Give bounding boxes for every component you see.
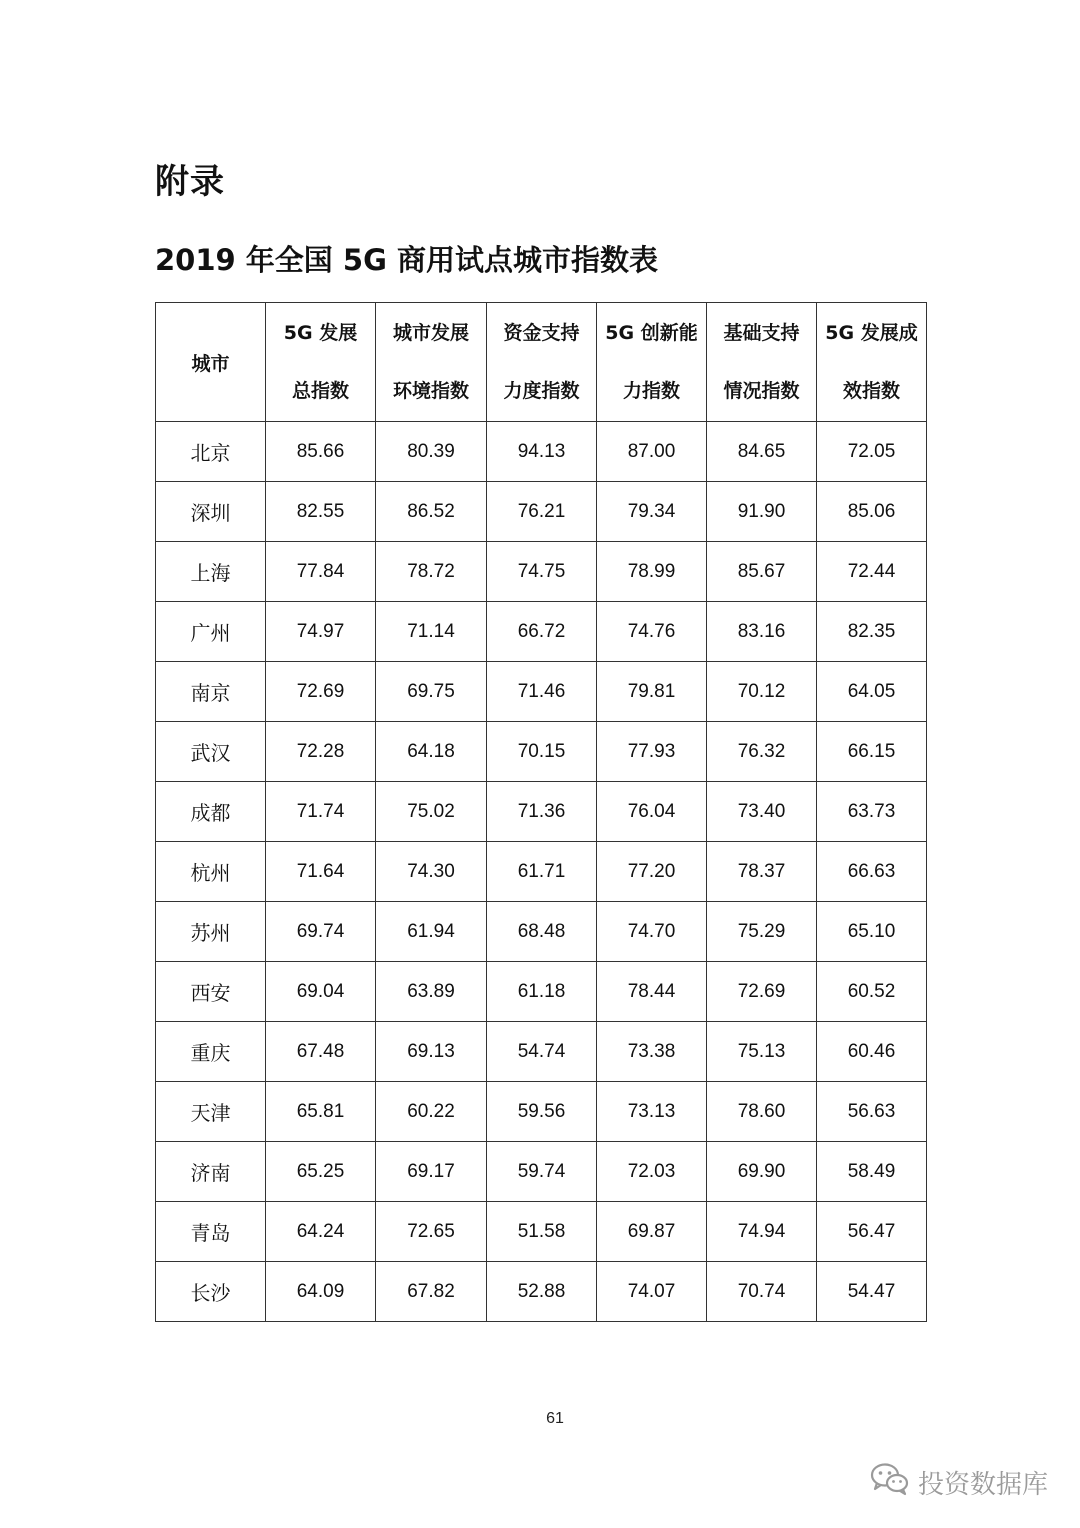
cell-funding-support-index: 71.36	[487, 782, 597, 842]
table-row	[156, 782, 927, 842]
cell-total-index: 65.25	[266, 1142, 376, 1202]
header-label-line2: 力指数	[622, 380, 680, 402]
table-row	[156, 482, 927, 542]
cell-total-index: 64.09	[266, 1262, 376, 1322]
table-header	[156, 303, 927, 422]
cell-infrastructure-index: 75.29	[707, 902, 817, 962]
cell-total-index: 67.48	[266, 1022, 376, 1082]
header-label: 城市	[191, 352, 230, 375]
cell-city: 深圳	[156, 482, 266, 542]
cell-city: 成都	[156, 782, 266, 842]
cell-city-environment-index: 80.39	[376, 422, 487, 482]
cell-total-index: 82.55	[266, 482, 376, 542]
cell-city-environment-index: 86.52	[376, 482, 487, 542]
header-total-index	[266, 303, 376, 422]
cell-results-index: 56.47	[817, 1202, 927, 1262]
cell-infrastructure-index: 70.12	[707, 662, 817, 722]
table-row	[156, 542, 927, 602]
cell-city: 长沙	[156, 1262, 266, 1322]
cell-innovation-index: 74.70	[597, 902, 707, 962]
table-row	[156, 722, 927, 782]
wechat-icon	[870, 1462, 910, 1503]
cell-funding-support-index: 66.72	[487, 602, 597, 662]
page-number: 61	[546, 1410, 564, 1427]
cell-innovation-index: 79.81	[597, 662, 707, 722]
table-row	[156, 962, 927, 1022]
watermark	[870, 1462, 1048, 1503]
header-city	[156, 303, 266, 422]
cell-innovation-index: 74.07	[597, 1262, 707, 1322]
header-label-line1: 基础支持	[723, 322, 800, 344]
cell-results-index: 66.63	[817, 842, 927, 902]
cell-city-environment-index: 64.18	[376, 722, 487, 782]
cell-city: 济南	[156, 1142, 266, 1202]
cell-city: 天津	[156, 1082, 266, 1142]
cell-city: 南京	[156, 662, 266, 722]
cell-city: 西安	[156, 962, 266, 1022]
cell-innovation-index: 73.13	[597, 1082, 707, 1142]
table-row	[156, 1202, 927, 1262]
header-label-line2: 效指数	[842, 380, 900, 402]
table-body	[156, 422, 927, 1322]
header-label-line2: 总指数	[291, 380, 349, 402]
cell-city: 广州	[156, 602, 266, 662]
cell-city-environment-index: 74.30	[376, 842, 487, 902]
cell-infrastructure-index: 83.16	[707, 602, 817, 662]
watermark-text: 投资数据库	[917, 1470, 1048, 1500]
cell-infrastructure-index: 73.40	[707, 782, 817, 842]
cell-total-index: 74.97	[266, 602, 376, 662]
table-title: 2019 年全国 5G 商用试点城市指数表	[155, 243, 658, 277]
cell-infrastructure-index: 84.65	[707, 422, 817, 482]
cell-funding-support-index: 61.71	[487, 842, 597, 902]
cell-results-index: 63.73	[817, 782, 927, 842]
cell-results-index: 82.35	[817, 602, 927, 662]
city-index-table	[155, 302, 927, 1322]
cell-city-environment-index: 72.65	[376, 1202, 487, 1262]
cell-city-environment-index: 69.75	[376, 662, 487, 722]
header-label-line1: 资金支持	[503, 322, 580, 344]
cell-infrastructure-index: 72.69	[707, 962, 817, 1022]
cell-infrastructure-index: 69.90	[707, 1142, 817, 1202]
section-title: 附录	[155, 162, 225, 202]
header-label-line1: 5G 发展	[283, 322, 358, 344]
cell-city: 上海	[156, 542, 266, 602]
cell-total-index: 69.74	[266, 902, 376, 962]
cell-city-environment-index: 69.13	[376, 1022, 487, 1082]
table-row	[156, 1082, 927, 1142]
cell-innovation-index: 74.76	[597, 602, 707, 662]
cell-total-index: 72.69	[266, 662, 376, 722]
table-row	[156, 1262, 927, 1322]
header-label-line1: 5G 发展成	[825, 322, 918, 344]
cell-city: 重庆	[156, 1022, 266, 1082]
cell-infrastructure-index: 78.60	[707, 1082, 817, 1142]
header-row	[156, 303, 927, 422]
cell-funding-support-index: 54.74	[487, 1022, 597, 1082]
cell-results-index: 54.47	[817, 1262, 927, 1322]
cell-funding-support-index: 94.13	[487, 422, 597, 482]
cell-funding-support-index: 74.75	[487, 542, 597, 602]
cell-funding-support-index: 71.46	[487, 662, 597, 722]
table-row	[156, 842, 927, 902]
cell-funding-support-index: 76.21	[487, 482, 597, 542]
cell-total-index: 71.74	[266, 782, 376, 842]
header-city-environment-index	[376, 303, 487, 422]
table-row	[156, 422, 927, 482]
cell-total-index: 65.81	[266, 1082, 376, 1142]
cell-innovation-index: 77.20	[597, 842, 707, 902]
cell-city: 北京	[156, 422, 266, 482]
cell-funding-support-index: 59.56	[487, 1082, 597, 1142]
cell-funding-support-index: 61.18	[487, 962, 597, 1022]
cell-total-index: 71.64	[266, 842, 376, 902]
cell-results-index: 56.63	[817, 1082, 927, 1142]
cell-city-environment-index: 67.82	[376, 1262, 487, 1322]
table-row	[156, 902, 927, 962]
cell-city: 杭州	[156, 842, 266, 902]
header-label-line2: 力度指数	[503, 380, 580, 402]
cell-innovation-index: 77.93	[597, 722, 707, 782]
header-results-index	[817, 303, 927, 422]
cell-infrastructure-index: 85.67	[707, 542, 817, 602]
cell-innovation-index: 87.00	[597, 422, 707, 482]
cell-city-environment-index: 78.72	[376, 542, 487, 602]
header-label-line1: 5G 创新能	[605, 322, 698, 344]
cell-city: 苏州	[156, 902, 266, 962]
cell-funding-support-index: 70.15	[487, 722, 597, 782]
header-funding-support-index	[487, 303, 597, 422]
cell-results-index: 72.05	[817, 422, 927, 482]
cell-city-environment-index: 71.14	[376, 602, 487, 662]
cell-funding-support-index: 59.74	[487, 1142, 597, 1202]
cell-innovation-index: 78.99	[597, 542, 707, 602]
cell-funding-support-index: 68.48	[487, 902, 597, 962]
cell-infrastructure-index: 91.90	[707, 482, 817, 542]
header-label-line2: 情况指数	[723, 380, 800, 402]
header-label-line2: 环境指数	[392, 380, 469, 402]
cell-results-index: 60.52	[817, 962, 927, 1022]
header-innovation-index	[597, 303, 707, 422]
cell-infrastructure-index: 70.74	[707, 1262, 817, 1322]
cell-results-index: 65.10	[817, 902, 927, 962]
cell-city-environment-index: 69.17	[376, 1142, 487, 1202]
cell-results-index: 64.05	[817, 662, 927, 722]
cell-innovation-index: 76.04	[597, 782, 707, 842]
cell-funding-support-index: 51.58	[487, 1202, 597, 1262]
table-row	[156, 602, 927, 662]
cell-city: 武汉	[156, 722, 266, 782]
cell-innovation-index: 79.34	[597, 482, 707, 542]
cell-results-index: 60.46	[817, 1022, 927, 1082]
cell-innovation-index: 72.03	[597, 1142, 707, 1202]
cell-city-environment-index: 75.02	[376, 782, 487, 842]
cell-total-index: 72.28	[266, 722, 376, 782]
cell-results-index: 66.15	[817, 722, 927, 782]
cell-results-index: 85.06	[817, 482, 927, 542]
cell-infrastructure-index: 75.13	[707, 1022, 817, 1082]
cell-city-environment-index: 60.22	[376, 1082, 487, 1142]
cell-city-environment-index: 63.89	[376, 962, 487, 1022]
table-row	[156, 1022, 927, 1082]
cell-infrastructure-index: 78.37	[707, 842, 817, 902]
cell-city-environment-index: 61.94	[376, 902, 487, 962]
cell-innovation-index: 78.44	[597, 962, 707, 1022]
cell-innovation-index: 69.87	[597, 1202, 707, 1262]
cell-total-index: 77.84	[266, 542, 376, 602]
cell-total-index: 69.04	[266, 962, 376, 1022]
cell-total-index: 64.24	[266, 1202, 376, 1262]
table-row	[156, 1142, 927, 1202]
cell-innovation-index: 73.38	[597, 1022, 707, 1082]
cell-funding-support-index: 52.88	[487, 1262, 597, 1322]
cell-results-index: 72.44	[817, 542, 927, 602]
cell-city: 青岛	[156, 1202, 266, 1262]
header-label-line1: 城市发展	[392, 322, 469, 344]
cell-results-index: 58.49	[817, 1142, 927, 1202]
table-row	[156, 662, 927, 722]
cell-total-index: 85.66	[266, 422, 376, 482]
cell-infrastructure-index: 74.94	[707, 1202, 817, 1262]
header-infrastructure-index	[707, 303, 817, 422]
cell-infrastructure-index: 76.32	[707, 722, 817, 782]
